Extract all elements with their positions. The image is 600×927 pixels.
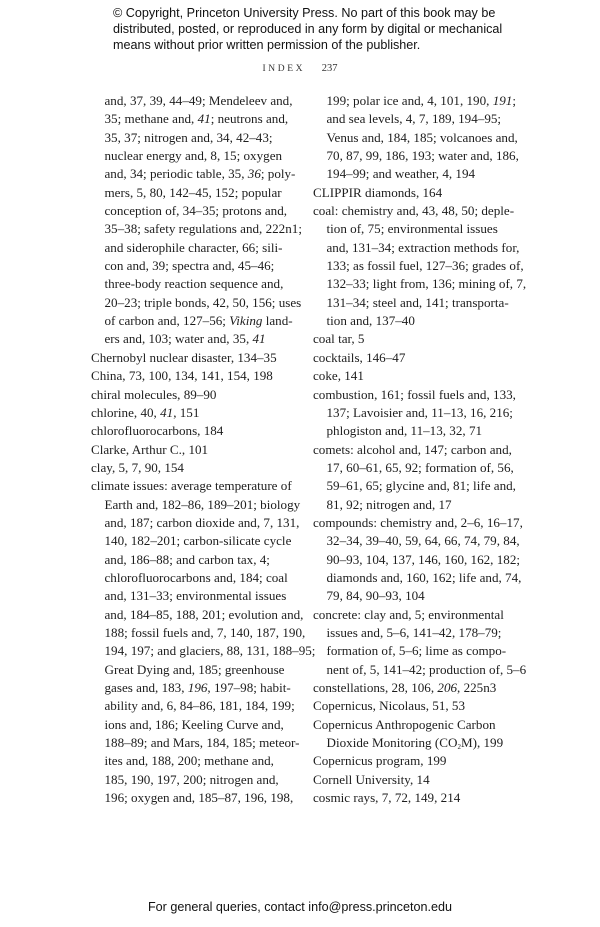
index-subentry-line: ability and, 6, 84–86, 181, 184, 199; [104, 698, 295, 714]
index-entry-line: constellations, 28, 106, 206, 225n3 [313, 680, 497, 695]
index-subentry-line: 137; Lavoisier and, 11–13, 16, 216; [326, 404, 513, 420]
index-subentry-line: 59–61, 65; glycine and, 81; life and, [326, 478, 516, 494]
index-entry-line: compounds: chemistry and, 2–6, 16–17, [313, 514, 523, 530]
index-column-left [91, 92, 316, 807]
index-subentry-line: and sea levels, 4, 7, 189, 194–95; [326, 111, 502, 127]
index-subentry-line: 196; oxygen and, 185–87, 196, 198, [104, 790, 294, 806]
index-subentry-line: three-body reaction sequence and, [104, 276, 284, 292]
index-subentry-line: Earth and, 182–86, 189–201; biology [104, 496, 301, 512]
index-entry-line: Clarke, Arthur C., 101 [91, 441, 209, 457]
index-entry-line: clay, 5, 7, 90, 154 [91, 459, 184, 475]
index-subentry-line: and, 186–88; and carbon tax, 4; [104, 551, 270, 567]
index-subentry-line: 199; polar ice and, 4, 101, 190, 191; [326, 93, 516, 108]
index-subentry-line: ers and, 103; water and, 35, 41 [104, 331, 266, 347]
index-subentry-line: 81, 92; nitrogen and, 17 [326, 496, 452, 512]
index-subentry-line: Great Dying and, 185; greenhouse [104, 661, 285, 677]
index-subentry-line: 188–89; and Mars, 184, 185; meteor- [104, 735, 300, 751]
index-subentry-line: 35, 37; nitrogen and, 34, 42–43; [104, 129, 273, 145]
index-subentry-line: 194–99; and weather, 4, 194 [326, 166, 476, 182]
index-subentry-line: 35–38; safety regulations and, 222n1; [104, 221, 302, 237]
index-entry-line: coal: chemistry and, 43, 48, 50; deple- [313, 203, 515, 219]
index-subentry-line: ites and, 188, 200; methane and, [104, 753, 274, 769]
index-subentry-line: 194, 197; and glaciers, 88, 131, 188–95; [104, 643, 316, 659]
copyright-line: © Copyright, Princeton University Press. No part of this book may be [113, 6, 496, 20]
index-subentry-line: 140, 182–201; carbon-silicate cycle [104, 533, 292, 549]
copyright-notice [113, 5, 513, 53]
index-subentry-line: 79, 84, 90–93, 104 [326, 588, 425, 604]
index-entry-line: Copernicus, Nicolaus, 51, 53 [313, 698, 466, 714]
index-column-right [313, 92, 538, 807]
index-subentry-line: mers, 5, 80, 142–45, 152; popular [104, 184, 282, 200]
index-subentry-line: 131–34; steel and, 141; transporta- [326, 294, 509, 310]
copyright-line: means without prior written permission of the publisher. [113, 38, 421, 52]
index-subentry-line: ions and, 186; Keeling Curve and, [104, 716, 284, 732]
index-subentry-line: 35; methane and, 41; neutrons and, [104, 111, 289, 127]
index-subentry-line: 90–93, 104, 137, 146, 160, 162, 182; [326, 551, 520, 567]
index-subentry-line: 32–34, 39–40, 59, 64, 66, 74, 79, 84, [326, 533, 520, 549]
index-subentry-line: con and, 39; spectra and, 45–46; [104, 258, 275, 274]
copyright-line: distributed, posted, or reproduced in any form by digital or mechanical [113, 22, 503, 36]
index-entry-line: combustion, 161; fossil fuels and, 133, [313, 386, 516, 402]
index-entry-line: comets: alcohol and, 147; carbon and, [313, 441, 512, 457]
index-entry-line: concrete: clay and, 5; environmental [313, 606, 504, 622]
index-subentry-line: and siderophile character, 66; sili- [104, 239, 283, 255]
index-subentry-line: conception of, 34–35; protons and, [104, 203, 288, 219]
index-entry-line: China, 73, 100, 134, 141, 154, 198 [91, 368, 273, 384]
index-subentry-line: Venus and, 184, 185; volcanoes and, [326, 129, 518, 145]
index-subentry-line: 20–23; triple bonds, 42, 50, 156; uses [104, 294, 302, 310]
index-entry-line: climate issues: average temperature of [91, 478, 292, 494]
index-entry-line: coke, 141 [313, 368, 364, 384]
index-entry-line: Copernicus program, 199 [313, 753, 447, 769]
index-entry-line: CLIPPIR diamonds, 164 [313, 184, 443, 200]
index-subentry-line: diamonds and, 160, 162; life and, 74, [326, 569, 522, 585]
section-label: INDEX [262, 64, 306, 74]
footer-contact: For general queries, contact info@press.princeton.edu [147, 900, 452, 914]
index-subentry-line: phlogiston and, 11–13, 32, 71 [326, 423, 483, 439]
index-subentry-line: chlorofluorocarbons and, 184; coal [104, 569, 288, 585]
index-entry-line: cosmic rays, 7, 72, 149, 214 [313, 790, 461, 806]
index-subentry-line: 132–33; light from, 136; mining of, 7, [326, 276, 527, 292]
page-number: 237 [321, 63, 338, 74]
index-subentry-line: 185, 190, 197, 200; nitrogen and, [104, 771, 279, 787]
index-entry-line: Cornell University, 14 [313, 771, 430, 787]
index-subentry-line: gases and, 183, 196, 197–98; habit- [104, 680, 291, 695]
index-subentry-line: nuclear energy and, 8, 15; oxygen [104, 148, 283, 164]
index-subentry-line: and, 34; periodic table, 35, 36; poly- [104, 166, 296, 182]
index-subentry-line: and, 131–33; environmental issues [104, 588, 287, 604]
index-subentry-line: 70, 87, 99, 186, 193; water and, 186, [326, 148, 519, 164]
index-entry-line: cocktails, 146–47 [313, 349, 406, 365]
index-entry-line: Copernicus Anthropogenic Carbon [313, 716, 496, 732]
index-subentry-line: 188; fossil fuels and, 7, 140, 187, 190, [104, 624, 306, 640]
index-subentry-line: and, 131–34; extraction methods for, [326, 239, 520, 255]
index-entry-line: coal tar, 5 [313, 331, 365, 347]
index-subentry-line: of carbon and, 127–56; Viking land- [104, 313, 293, 329]
index-entry-line: chlorine, 40, 41, 151 [91, 404, 200, 420]
index-subentry-line: issues and, 5–6, 141–42, 178–79; [326, 624, 502, 640]
index-subentry-line: formation of, 5–6; lime as compo- [326, 643, 507, 659]
index-subentry-line: Dioxide Monitoring $(CO_2M)$, 199 [326, 735, 504, 752]
index-subentry-line: tion and, 137–40 [326, 313, 415, 329]
running-head [0, 63, 600, 74]
index-subentry-line: and, 187; carbon dioxide and, 7, 131, [104, 514, 300, 530]
index-subentry-line: 133; as fossil fuel, 127–36; grades of, [326, 258, 524, 274]
index-subentry-line: 17, 60–61, 65, 92; formation of, 56, [326, 459, 514, 475]
index-entry-line: chiral molecules, 89–90 [91, 386, 217, 402]
index-entry-line: chlorofluorocarbons, 184 [91, 423, 224, 439]
index-entry-line: Chernobyl nuclear disaster, 134–35 [91, 349, 277, 365]
index-subentry-line: and, 184–85, 188, 201; evolution and, [104, 606, 304, 622]
index-subentry-line: nent of, 5, 141–42; production of, 5–6 [326, 661, 527, 677]
index-subentry-line: tion of, 75; environmental issues [326, 221, 498, 237]
index-subentry-line: and, 37, 39, 44–49; Mendeleev and, [104, 93, 293, 108]
